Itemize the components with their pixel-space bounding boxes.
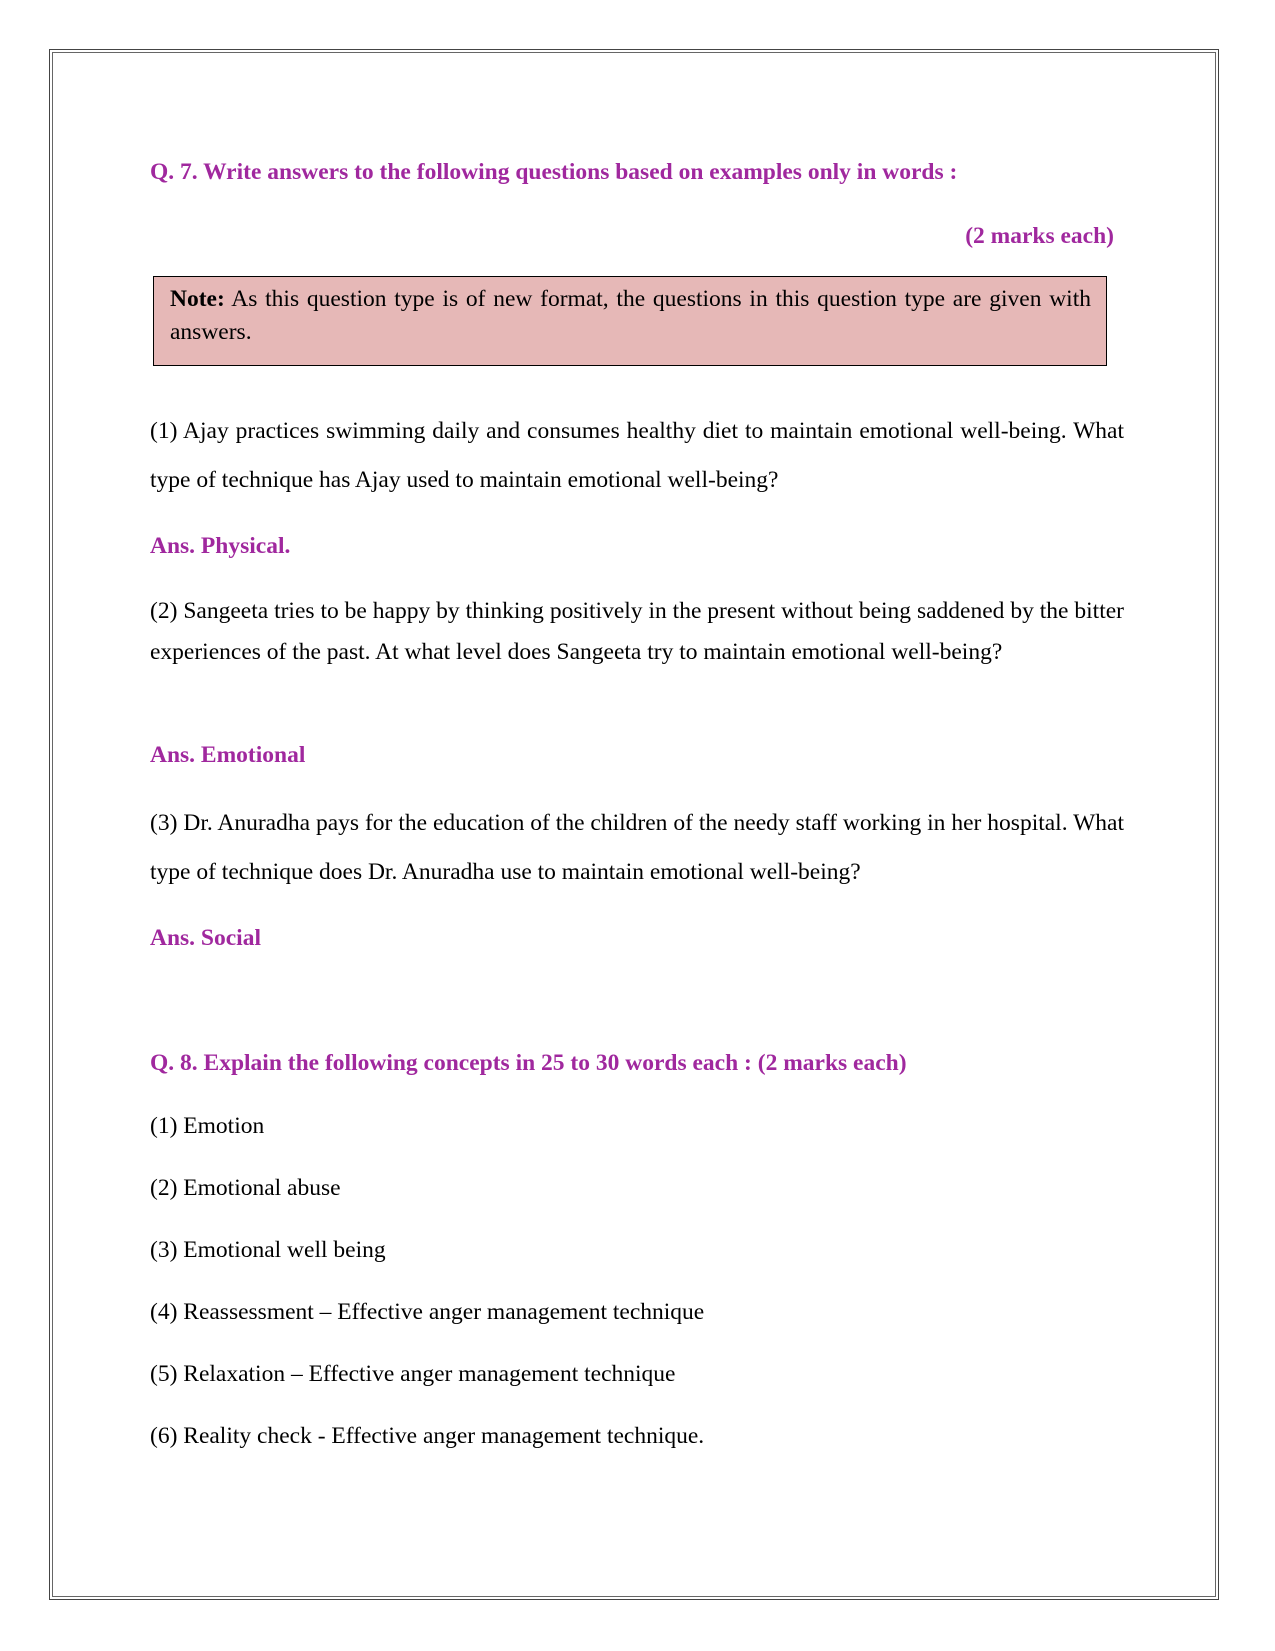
q7-note-box [153,276,1107,366]
q8-item-3: (3) Emotional well being [150,1237,386,1263]
q7-question-3: (3) Dr. Anuradha pays for the education of the children of the needy staff working in her hospital. What type of technique does Dr. Anuradha use to maintain emotional well-being? [150,810,1124,885]
q8-item-2: (2) Emotional abuse [150,1175,341,1201]
q8-item-5: (5) Relaxation – Effective anger management technique [150,1361,676,1387]
q8-item-4: (4) Reassessment – Effective anger management technique [150,1299,705,1325]
q7-answer-3: Ans. Social [150,925,261,951]
q7-answer-2: Ans. Emotional [150,742,306,768]
q8-heading: Q. 8. Explain the following concepts in 25 to 30 words each : (2 marks each) [150,1050,907,1076]
note-label: Note: [170,286,225,312]
q7-heading: Q. 7. Write answers to the following questions based on examples only in words : [150,159,958,185]
q8-item-6: (6) Reality check - Effective anger management technique. [150,1423,705,1449]
q7-marks: (2 marks each) [965,223,1114,249]
q7-question-2: (2) Sangeeta tries to be happy by thinking positively in the present without being saddened by the bitter experiences of the past. At what level does Sangeeta try to maintain emotional well-being? [150,598,1124,665]
note-text: As this question type is of new format, the questions in this question type are given with answers. [170,286,1091,345]
q7-answer-1: Ans. Physical. [150,533,291,559]
q7-question-1: (1) Ajay practices swimming daily and consumes healthy diet to maintain emotional well-being. What type of technique has Ajay used to maintain emotional well-being? [150,418,1124,493]
q8-item-1: (1) Emotion [150,1113,265,1139]
